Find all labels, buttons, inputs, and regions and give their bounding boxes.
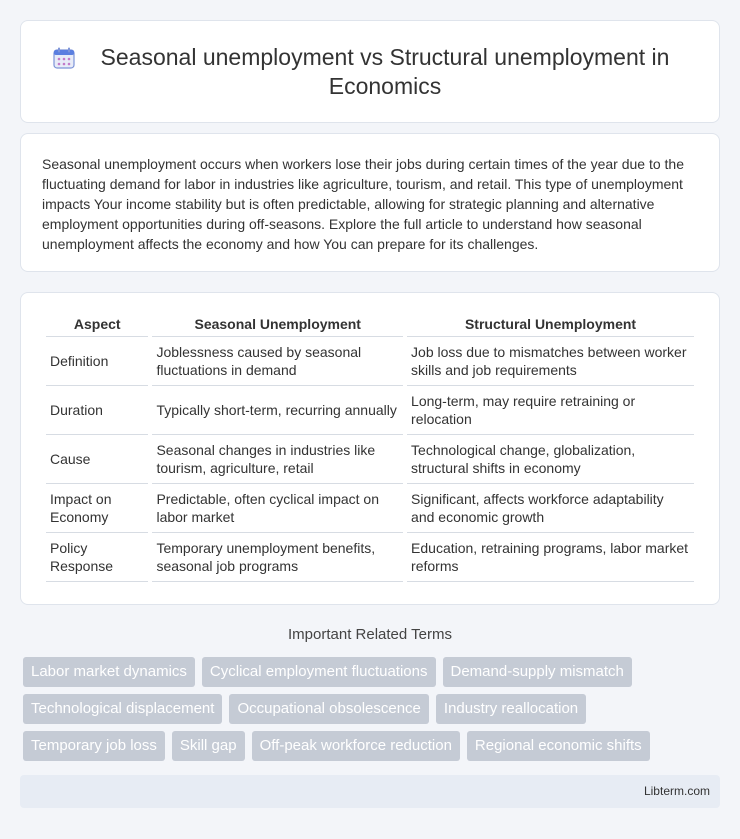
related-term-tag[interactable]: Demand-supply mismatch (443, 657, 632, 687)
header-structural: Structural Unemployment (407, 315, 694, 337)
related-terms-heading: Important Related Terms (288, 626, 452, 643)
intro-paragraph: Seasonal unemployment occurs when workers lose their jobs during certain times of the year due to the fluctuating demand for labor in industries like agriculture, tourism, and retail. This type of unemployment impacts Your income stability but is often predictable, allowing for strategic planning and alternative employment opportunities during off-seasons. Explore the full article to understand how seasonal unemployment affects the economy and how You can prepare for its challenges. (42, 156, 685, 252)
related-term-tag[interactable]: Labor market dynamics (23, 657, 195, 687)
table-row (46, 386, 694, 435)
related-term-tag[interactable]: Off-peak workforce reduction (252, 731, 460, 761)
cell-seasonal: Typically short-term, recurring annually (152, 386, 403, 435)
intro-card (20, 133, 720, 272)
cell-aspect: Definition (46, 337, 148, 386)
cell-structural: Job loss due to mismatches between worker skills and job requirements (407, 337, 694, 386)
table-row (46, 435, 694, 484)
cell-aspect: Policy Response (46, 533, 148, 582)
cell-seasonal: Temporary unemployment benefits, seasonal job programs (152, 533, 403, 582)
cell-structural: Significant, affects workforce adaptability and economic growth (407, 484, 694, 533)
cell-structural: Technological change, globalization, structural shifts in economy (407, 435, 694, 484)
footer-site-link[interactable]: Libterm.com (643, 784, 710, 798)
table-header-row (46, 315, 694, 337)
cell-structural: Education, retraining programs, labor market reforms (407, 533, 694, 582)
page-title: Seasonal unemployment vs Structural unemployment in Economics (100, 43, 670, 99)
comparison-table (42, 315, 698, 582)
related-term-tag[interactable]: Occupational obsolescence (229, 694, 428, 724)
cell-seasonal: Seasonal changes in industries like tourism, agriculture, retail (152, 435, 403, 484)
related-term-tag[interactable]: Skill gap (172, 731, 245, 761)
cell-aspect: Impact on Economy (46, 484, 148, 533)
title-card (20, 20, 720, 123)
table-row (46, 533, 694, 582)
cell-aspect: Cause (46, 435, 148, 484)
related-term-tag[interactable]: Temporary job loss (23, 731, 165, 761)
related-term-tag[interactable]: Cyclical employment fluctuations (202, 657, 436, 687)
related-term-tag[interactable]: Industry reallocation (436, 694, 586, 724)
table-row (46, 484, 694, 533)
related-terms-list (23, 657, 723, 761)
header-seasonal: Seasonal Unemployment (152, 315, 403, 337)
cell-seasonal: Joblessness caused by seasonal fluctuations in demand (152, 337, 403, 386)
cell-structural: Long-term, may require retraining or relocation (407, 386, 694, 435)
cell-seasonal: Predictable, often cyclical impact on labor market (152, 484, 403, 533)
comparison-card (20, 292, 720, 605)
header-aspect: Aspect (46, 315, 148, 337)
related-term-tag[interactable]: Technological displacement (23, 694, 222, 724)
related-term-tag[interactable]: Regional economic shifts (467, 731, 650, 761)
cell-aspect: Duration (46, 386, 148, 435)
footer (20, 775, 720, 808)
table-row (46, 337, 694, 386)
